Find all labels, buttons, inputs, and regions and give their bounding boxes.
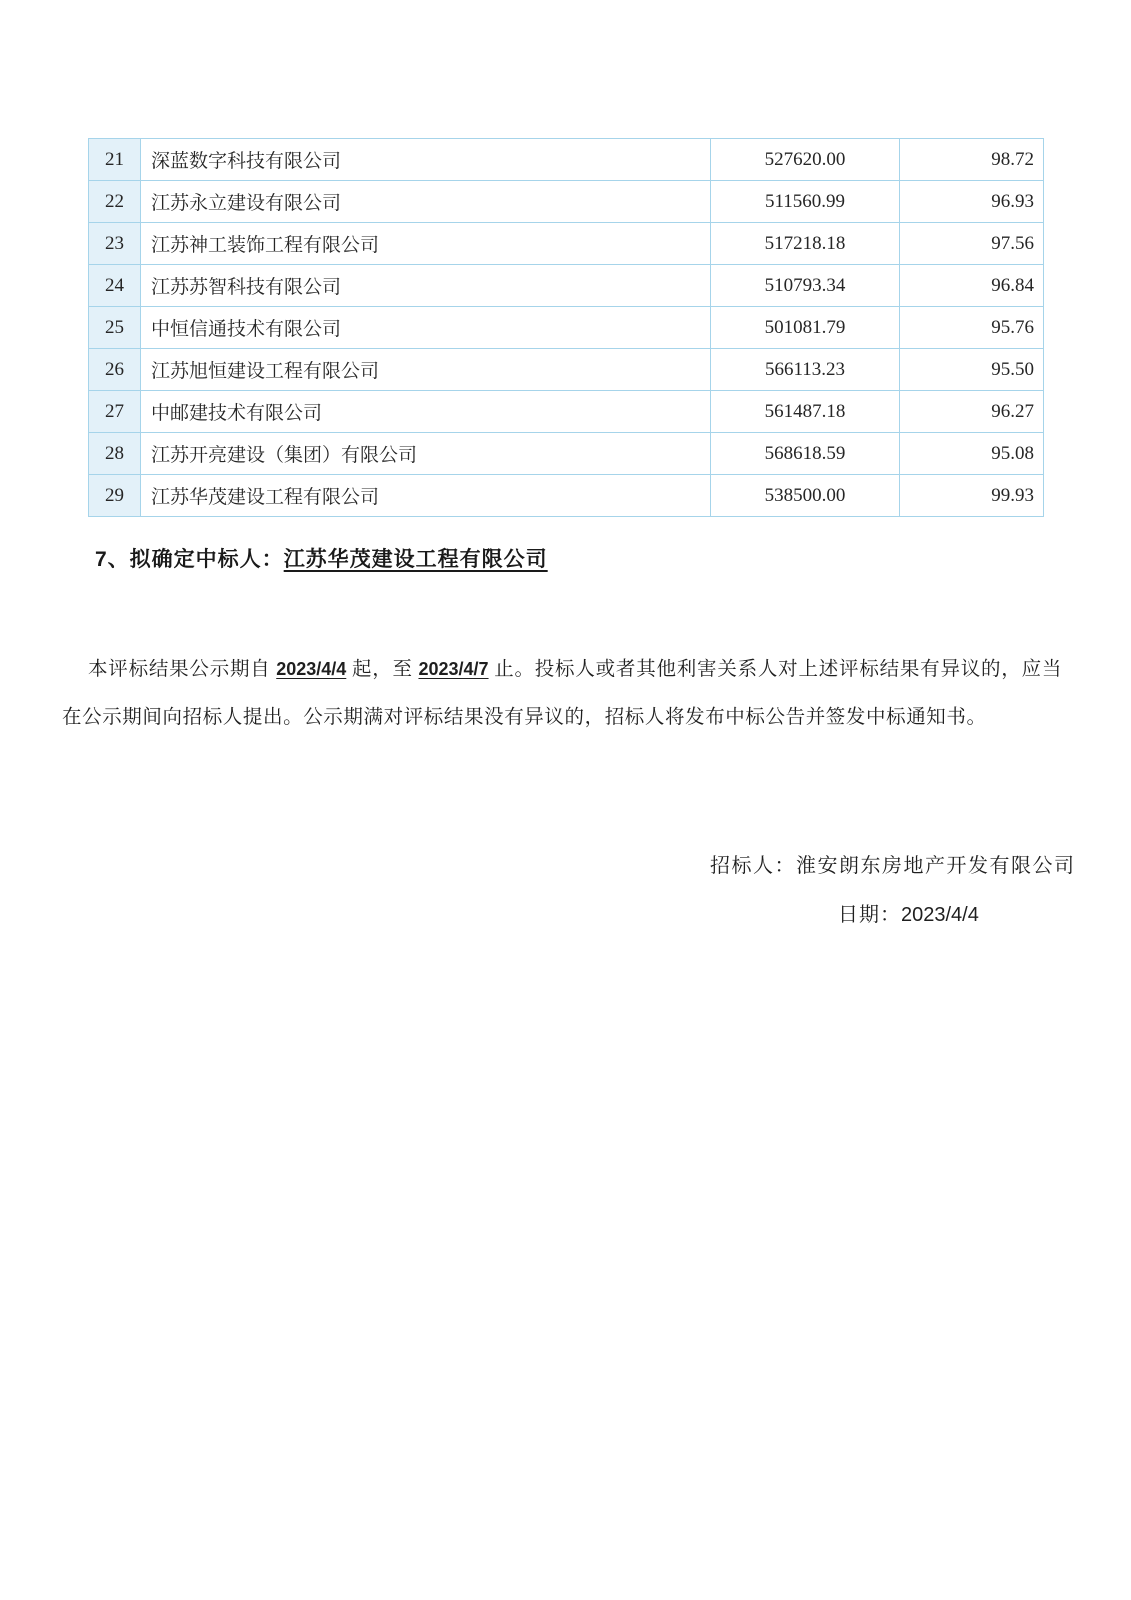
company-name-cell: 江苏华茂建设工程有限公司 [141,475,711,517]
notice-text: 止。投标人或者其他利害关系人对上述评标结果有异议的，应当在公示期间向招标人提出。公示期满对评标结果没有异议的，招标人将发布中标公告并签发中标通知书。 [62,659,1062,728]
score-cell: 96.84 [900,265,1044,307]
signature-date-line [838,898,979,927]
row-number-cell: 21 [89,139,141,181]
bid-amount-cell: 568618.59 [711,433,900,475]
bid-amount-cell: 566113.23 [711,349,900,391]
score-cell: 96.93 [900,181,1044,223]
bid-amount-cell: 501081.79 [711,307,900,349]
table-row [89,433,1044,475]
tenderer-label: 招标人： [710,855,796,877]
tenderer-signature-line [710,849,1076,878]
company-name-cell: 中邮建技术有限公司 [141,391,711,433]
bid-amount-cell: 538500.00 [711,475,900,517]
table-row [89,139,1044,181]
date-value: 2023/4/4 [901,904,979,926]
row-number-cell: 28 [89,433,141,475]
section-7-heading [95,543,548,573]
score-cell: 99.93 [900,475,1044,517]
score-cell: 95.08 [900,433,1044,475]
bid-amount-cell: 517218.18 [711,223,900,265]
row-number-cell: 29 [89,475,141,517]
tenderer-name: 淮安朗东房地产开发有限公司 [796,855,1076,877]
table-row [89,349,1044,391]
score-cell: 97.56 [900,223,1044,265]
row-number-cell: 23 [89,223,141,265]
bid-amount-cell: 561487.18 [711,391,900,433]
table-row [89,265,1044,307]
bid-table-body [89,139,1044,517]
bid-amount-cell: 510793.34 [711,265,900,307]
row-number-cell: 22 [89,181,141,223]
winner-name: 江苏华茂建设工程有限公司 [283,548,548,571]
publicity-end-date: 2023/4/7 [418,659,489,679]
bid-evaluation-table [88,138,1044,517]
table-row [89,475,1044,517]
row-number-cell: 27 [89,391,141,433]
publicity-start-date: 2023/4/4 [276,659,347,679]
table-row [89,307,1044,349]
publicity-notice [62,645,1062,742]
bid-amount-cell: 511560.99 [711,181,900,223]
company-name-cell: 深蓝数字科技有限公司 [141,139,711,181]
score-cell: 95.76 [900,307,1044,349]
notice-text: 本评标结果公示期自 [88,659,277,680]
company-name-cell: 江苏永立建设有限公司 [141,181,711,223]
bid-amount-cell: 527620.00 [711,139,900,181]
company-name-cell: 中恒信通技术有限公司 [141,307,711,349]
score-cell: 95.50 [900,349,1044,391]
section-7-label: 7、拟确定中标人： [95,548,284,571]
company-name-cell: 江苏苏智科技有限公司 [141,265,711,307]
table-row [89,391,1044,433]
row-number-cell: 24 [89,265,141,307]
company-name-cell: 江苏神工装饰工程有限公司 [141,223,711,265]
company-name-cell: 江苏旭恒建设工程有限公司 [141,349,711,391]
row-number-cell: 26 [89,349,141,391]
date-label: 日期： [838,904,901,926]
row-number-cell: 25 [89,307,141,349]
score-cell: 96.27 [900,391,1044,433]
score-cell: 98.72 [900,139,1044,181]
table-row [89,181,1044,223]
table-row [89,223,1044,265]
notice-text: 起，至 [346,659,419,680]
company-name-cell: 江苏开亮建设（集团）有限公司 [141,433,711,475]
